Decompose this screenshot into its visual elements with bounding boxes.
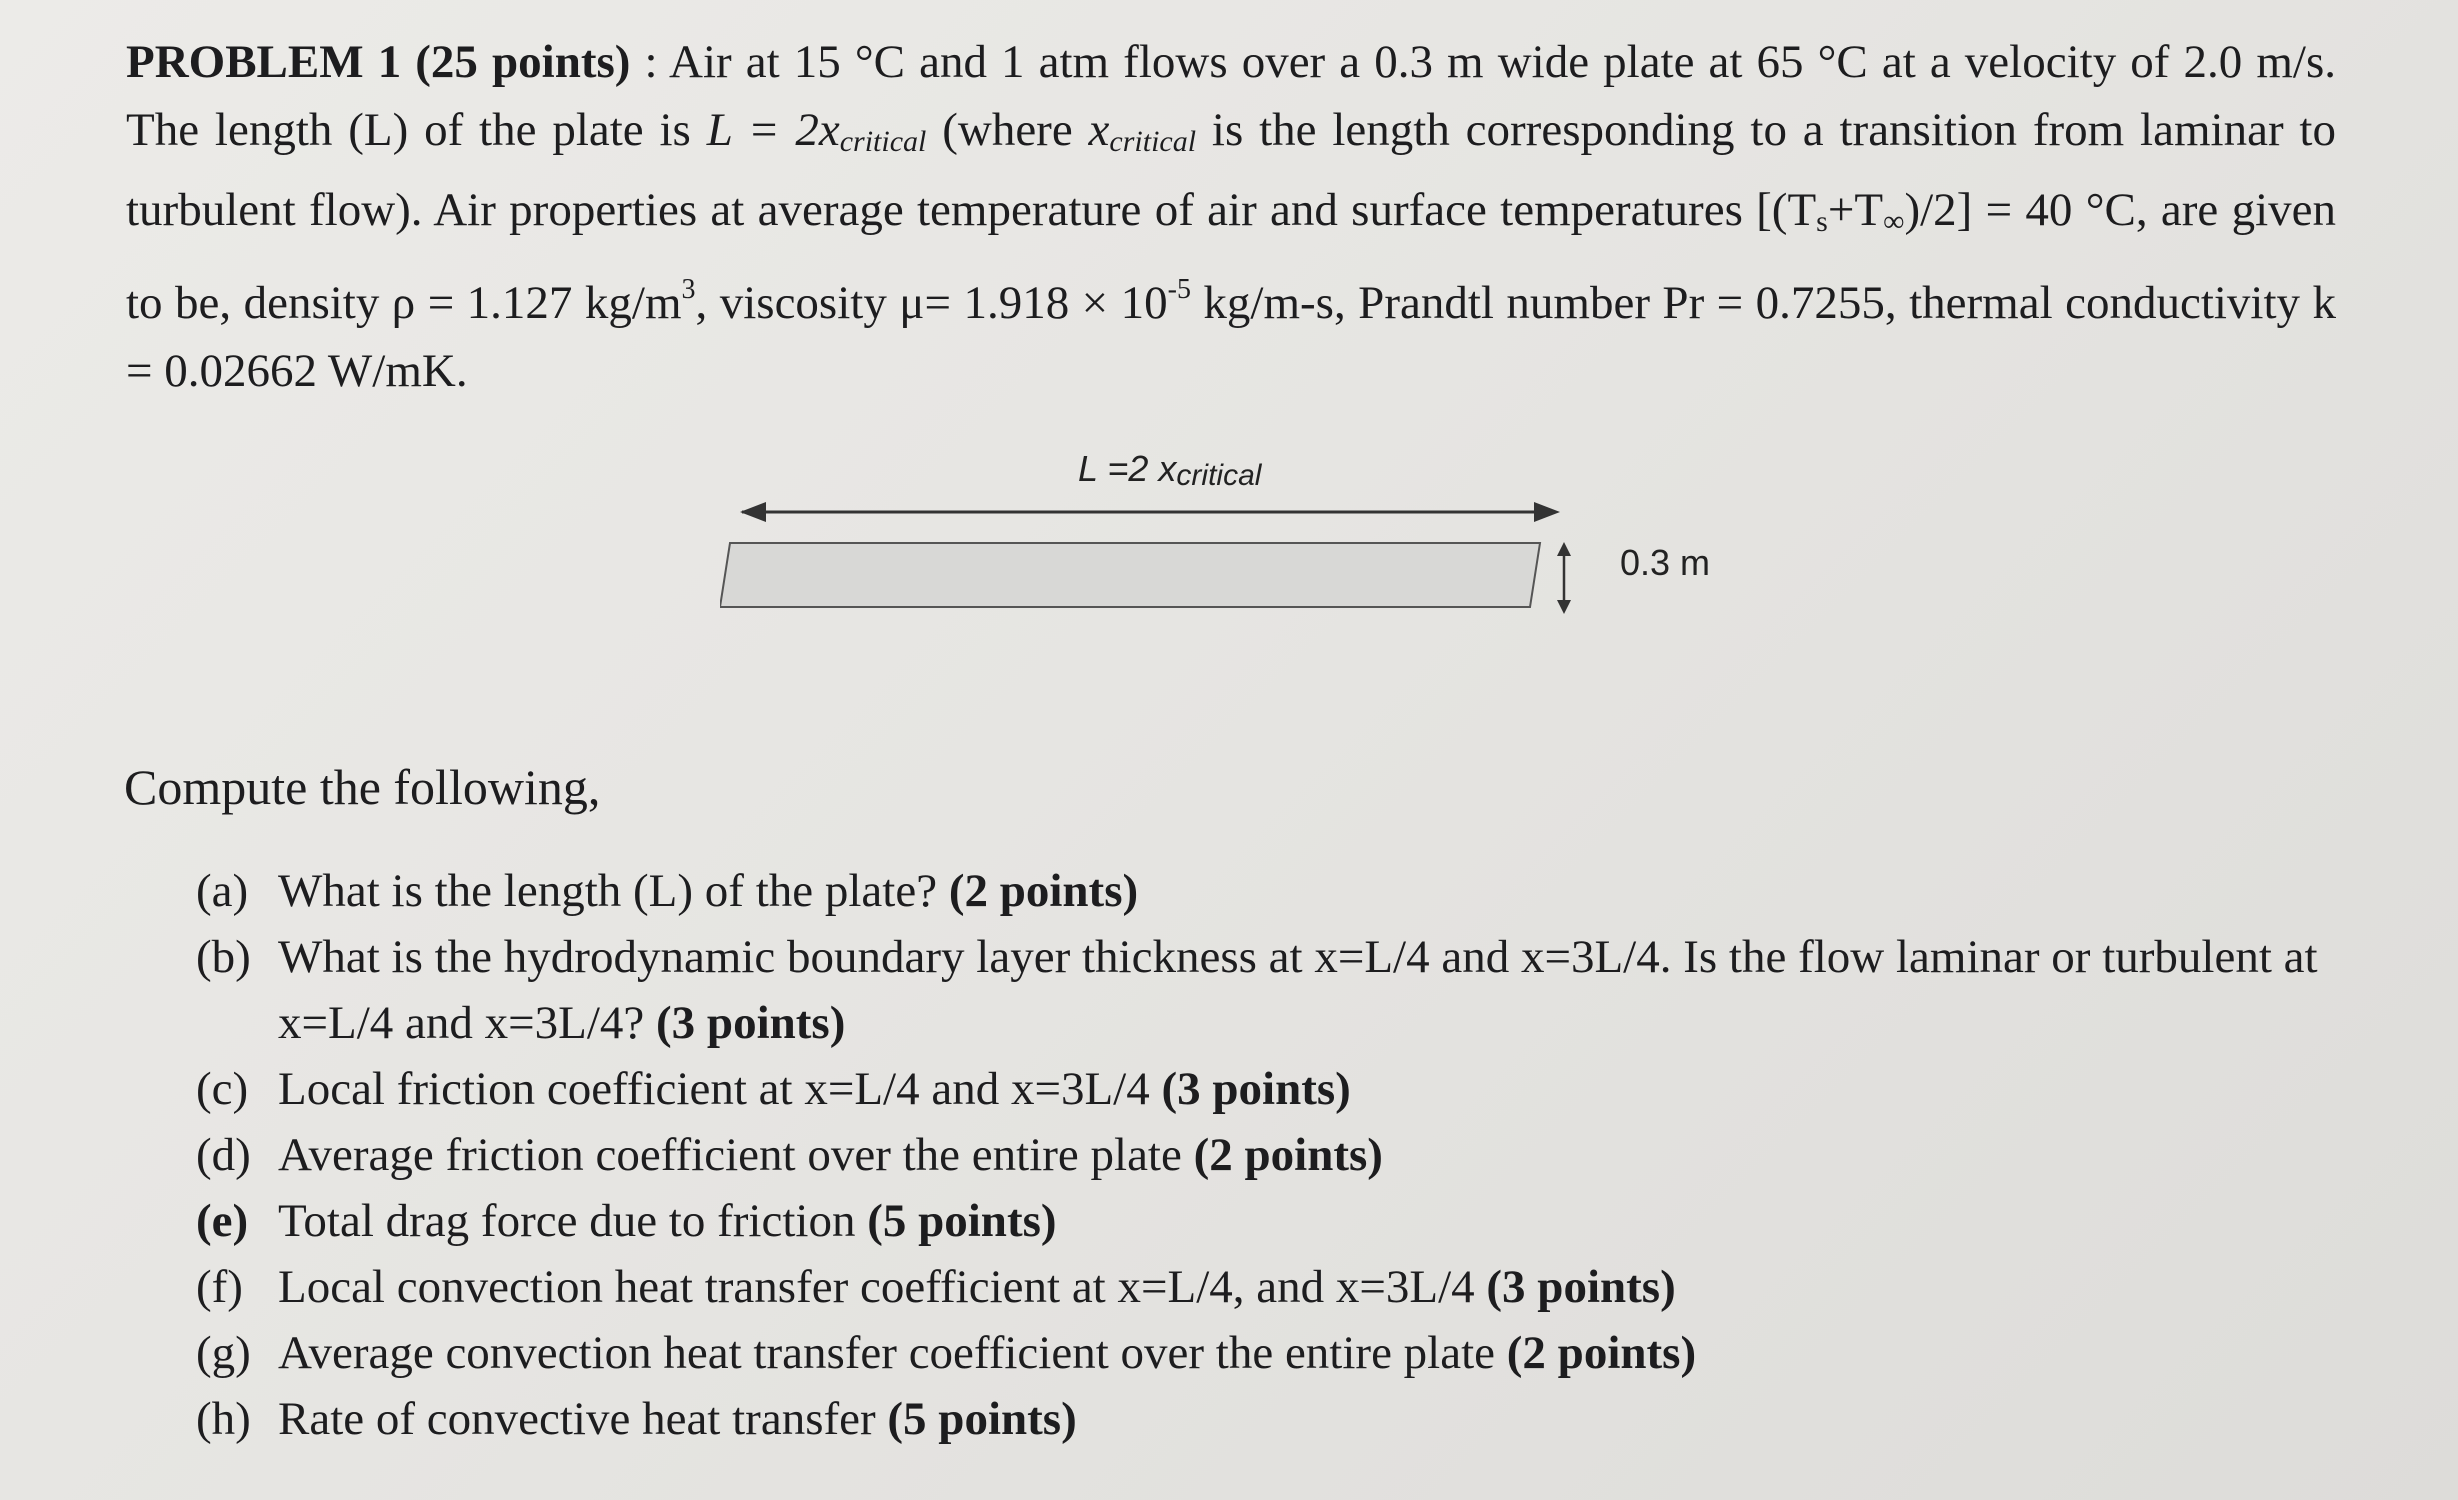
- question-item: [196, 924, 2356, 1056]
- question-body: Average convection heat transfer coefficient over the entire plate: [278, 1327, 1507, 1379]
- length-expression-subscript: critical: [839, 125, 927, 158]
- question-item: [196, 1386, 2356, 1452]
- statement-part-1: : Air at 15 °C and 1 atm flows over a 0.3 m wide plate at 65 °C at a velocity of 2.0 m/s. The length (L) of the plate is: [126, 36, 2336, 156]
- x-critical-subscript: critical: [1109, 125, 1197, 158]
- question-points: (5 points): [867, 1195, 1057, 1247]
- question-item: [196, 858, 2356, 924]
- length-arrow-left-head: [740, 502, 766, 522]
- question-text: [278, 1386, 2356, 1452]
- question-body: Rate of convective heat transfer: [278, 1393, 888, 1445]
- question-body: Average friction coefficient over the entire plate: [278, 1129, 1194, 1181]
- question-body: Total drag force due to friction: [278, 1195, 868, 1247]
- question-body: Local convection heat transfer coefficient at x=L/4, and x=3L/4: [278, 1261, 1487, 1313]
- question-letter: (g): [196, 1327, 251, 1379]
- statement-part-3: is the length corresponding to a transition from laminar to turbulent flow). Air properties at average temperature of air and surface temperatures [(T: [126, 104, 2336, 236]
- question-points: (3 points): [1486, 1261, 1676, 1313]
- question-letter: (b): [196, 931, 251, 983]
- question-item: [196, 1254, 2356, 1320]
- plate-length-label-main: L =2 x: [1078, 448, 1177, 489]
- ts-subscript: s: [1816, 205, 1828, 238]
- question-body: What is the length (L) of the plate?: [278, 865, 949, 917]
- question-points: (2 points): [1193, 1129, 1383, 1181]
- statement-part-4: )/2] = 40 °C, are given to be, density ρ = 1.127 kg/m: [126, 184, 2336, 329]
- x-critical-symbol: x: [1088, 104, 1110, 156]
- question-text: [278, 1320, 2356, 1386]
- problem-statement: [126, 28, 2336, 405]
- question-letter: (h): [196, 1393, 251, 1445]
- question-points: (2 points): [1506, 1327, 1697, 1379]
- question-item: [196, 1056, 2356, 1122]
- width-arrow-top-head: [1557, 542, 1571, 556]
- plate-width-label: 0.3 m: [1620, 542, 1711, 583]
- question-text: [278, 858, 2356, 924]
- question-list: [196, 858, 2356, 1452]
- question-text: [278, 1254, 2356, 1320]
- question-text: [278, 1056, 2356, 1122]
- question-text: [278, 924, 2356, 1056]
- question-letter: (d): [196, 1129, 251, 1181]
- plate-diagram: [720, 480, 1620, 630]
- plus-t-inf: +T: [1827, 184, 1884, 236]
- question-points: (2 points): [948, 865, 1139, 917]
- compute-heading: Compute the following,: [124, 759, 601, 815]
- question-letter: (c): [196, 1063, 249, 1115]
- question-points: (5 points): [887, 1393, 1077, 1445]
- statement-part-6: kg/m-s, Prandtl number Pr = 0.7255, thermal conductivity k = 0.02662 W/mK.: [126, 277, 2337, 397]
- question-item: [196, 1188, 2356, 1254]
- exponent-superscript: -5: [1167, 274, 1191, 305]
- statement-part-2: (where: [926, 104, 1089, 156]
- problem-title: PROBLEM 1 (25 points): [126, 36, 631, 88]
- length-expression: L = 2x: [706, 104, 840, 156]
- question-points: (3 points): [656, 997, 846, 1049]
- cube-superscript: 3: [681, 274, 696, 305]
- length-arrow-right-head: [1534, 502, 1560, 522]
- question-letter: (f): [196, 1261, 243, 1313]
- statement-part-5: , viscosity μ= 1.918 × 10: [695, 277, 1168, 329]
- question-item: [196, 1320, 2356, 1386]
- question-text: [278, 1188, 2356, 1254]
- plate-shape: [720, 543, 1540, 607]
- question-letter: (a): [196, 865, 249, 917]
- width-arrow-bottom-head: [1557, 600, 1571, 614]
- infinity-subscript: ∞: [1883, 205, 1905, 238]
- question-text: [278, 1122, 2356, 1188]
- question-letter: (e): [196, 1195, 249, 1247]
- question-body: Local friction coefficient at x=L/4 and x=3L/4: [278, 1063, 1162, 1115]
- question-item: [196, 1122, 2356, 1188]
- plate-length-label-subscript: critical: [1176, 459, 1262, 492]
- question-points: (3 points): [1161, 1063, 1351, 1115]
- question-body: What is the hydrodynamic boundary layer thickness at x=L/4 and x=3L/4. Is the flow laminar or turbulent at x=L/4 and x=3L/4?: [278, 931, 2318, 1049]
